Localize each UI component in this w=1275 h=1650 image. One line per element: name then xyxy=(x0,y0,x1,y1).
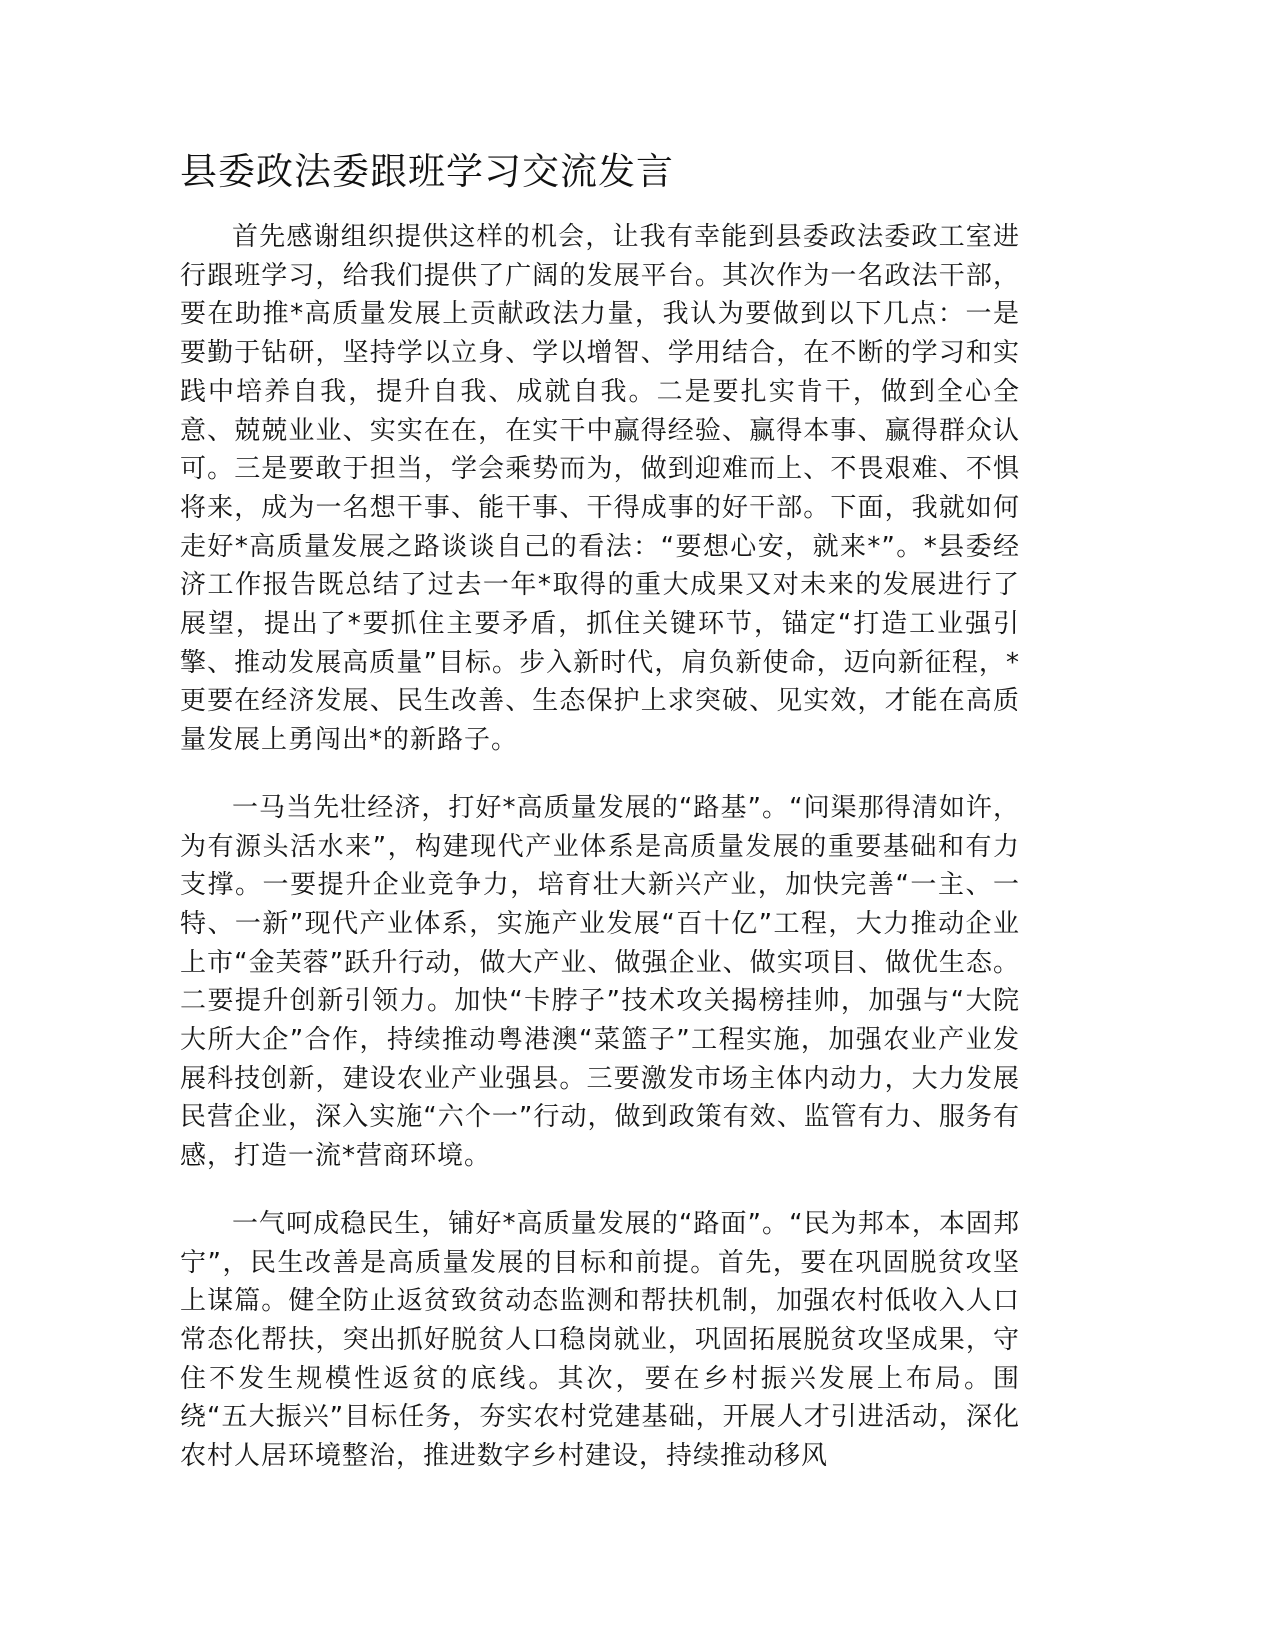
document-title: 县委政法委跟班学习交流发言 xyxy=(180,150,674,193)
paragraph-economy: 一马当先壮经济，打好*高质量发展的“路基”。“问渠那得清如许，为有源头活水来”，构建现代产业体系是高质量发展的重要基础和有力支撑。一要提升企业竞争力，培育壮大新兴产业，加快完善“一主、一特、一新”现代产业体系，实施产业发展“百十亿”工程，大力推动企业上市“金芙蓉”跃升行动，做大产业、做强企业、做实项目、做优生态。二要提升创新引领力。加快“卡脖子”技术攻关揭榜挂帅，加强与“大院大所大企”合作，持续推动粤港澳“菜篮子”工程实施，加强农业产业发展科技创新，建设农业产业强县。三要激发市场主体内动力，大力发展民营企业，深入实施“六个一”行动，做到政策有效、监管有力、服务有感，打造一流*营商环境。 xyxy=(180,792,1020,1172)
paragraph-livelihood: 一气呵成稳民生，铺好*高质量发展的“路面”。“民为邦本，本固邦宁”，民生改善是高质量发展的目标和前提。首先，要在巩固脱贫攻坚上谋篇。健全防止返贫致贫动态监测和帮扶机制，加强农村低收入人口常态化帮扶，突出抓好脱贫人口稳岗就业，巩固拓展脱贫攻坚成果，守住不发生规模性返贫的底线。其次，要在乡村振兴发展上布局。围绕“五大振兴”目标任务，夯实农村党建基础，开展人才引进活动，深化农村人居环境整治，推进数字乡村建设，持续推动移风 xyxy=(180,1208,1020,1472)
document-page xyxy=(180,148,1020,1505)
paragraph-intro: 首先感谢组织提供这样的机会，让我有幸能到县委政法委政工室进行跟班学习，给我们提供了广阔的发展平台。其次作为一名政法干部，要在助推*高质量发展上贡献政法力量，我认为要做到以下几点：一是要勤于钻研，坚持学以立身、学以增智、学用结合，在不断的学习和实践中培养自我，提升自我、成就自我。二是要扎实肯干，做到全心全意、兢兢业业、实实在在，在实干中赢得经验、赢得本事、赢得群众认可。三是要敢于担当，学会乘势而为，做到迎难而上、不畏艰难、不惧将来，成为一名想干事、能干事、干得成事的好干部。下面，我就如何走好*高质量发展之路谈谈自己的看法：“要想心安，就来*”。*县委经济工作报告既总结了过去一年*取得的重大成果又对未来的发展进行了展望，提出了*要抓住主要矛盾，抓住关键环节，锚定“打造工业强引擎、推动发展高质量”目标。步入新时代，肩负新使命，迈向新征程，*更要在经济发展、民生改善、生态保护上求突破、见实效，才能在高质量发展上勇闯出*的新路子。 xyxy=(180,222,1020,756)
